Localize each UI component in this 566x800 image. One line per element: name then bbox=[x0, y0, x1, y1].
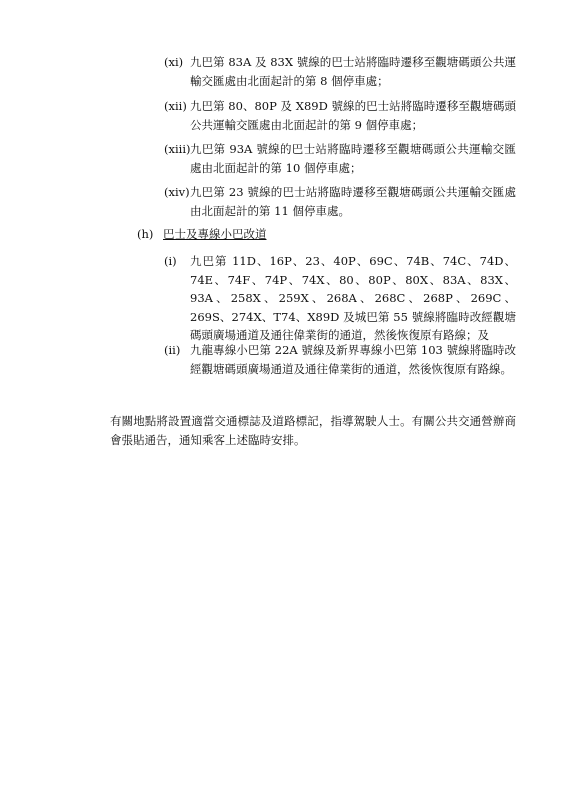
list-item bbox=[164, 183, 516, 220]
item-text: 九巴第 23 號線的巴士站將臨時遷移至觀塘碼頭公共運輸交匯處由北面起計的第 11 個停車處。 bbox=[190, 185, 516, 218]
section-title: 巴士及專線小巴改道 bbox=[163, 227, 267, 241]
item-text: 九龍專線小巴第 22A 號線及新界專線小巴第 103 號線將臨時改經觀塘碼頭廣場通道及通往偉業街的通道，然後恢復原有路線。 bbox=[190, 343, 516, 376]
closing-paragraph: 有關地點將設置適當交通標誌及道路標記，指導駕駛人士。有關公共交通營辦商會張貼通告，通知乘客上述臨時安排。 bbox=[110, 414, 516, 447]
item-number: (i) bbox=[164, 254, 177, 268]
item-number: (xii) bbox=[164, 99, 187, 113]
item-text: 九巴第 80、80P 及 X89D 號線的巴士站將臨時遷移至觀塘碼頭公共運輸交匯處由北面起計的第 9 個停車處； bbox=[190, 99, 516, 132]
list-item bbox=[164, 97, 516, 134]
item-text: 九巴第 83A 及 83X 號線的巴士站將臨時遷移至觀塘碼頭公共運輸交匯處由北面起計的第 8 個停車處； bbox=[190, 55, 516, 88]
item-number: (xiv) bbox=[164, 185, 190, 199]
item-text: 九巴第 93A 號線的巴士站將臨時遷移至觀塘碼頭公共運輸交匯處由北面起計的第 10 個停車處； bbox=[190, 142, 516, 175]
section-label: (h) bbox=[137, 227, 154, 241]
list-item bbox=[164, 53, 516, 90]
item-number: (xiii) bbox=[164, 142, 191, 156]
sub-list-item bbox=[164, 341, 516, 378]
item-number: (ii) bbox=[164, 343, 181, 357]
sub-list-item bbox=[164, 252, 516, 345]
item-text: 九巴第 11D、16P、23、40P、69C、74B、74C、74D、74E、74F、74P、74X、80、80P、80X、83A、83X、93A、258X、259X、268A、268C、268P、269C、269S、274X、T74、X89D 及城巴第 55 號線將臨時改經觀塘碼頭廣場通道及通往偉業街的通道，然後恢復原有路線；及 bbox=[190, 254, 516, 342]
item-number: (xi) bbox=[164, 55, 184, 69]
list-item bbox=[164, 140, 516, 177]
